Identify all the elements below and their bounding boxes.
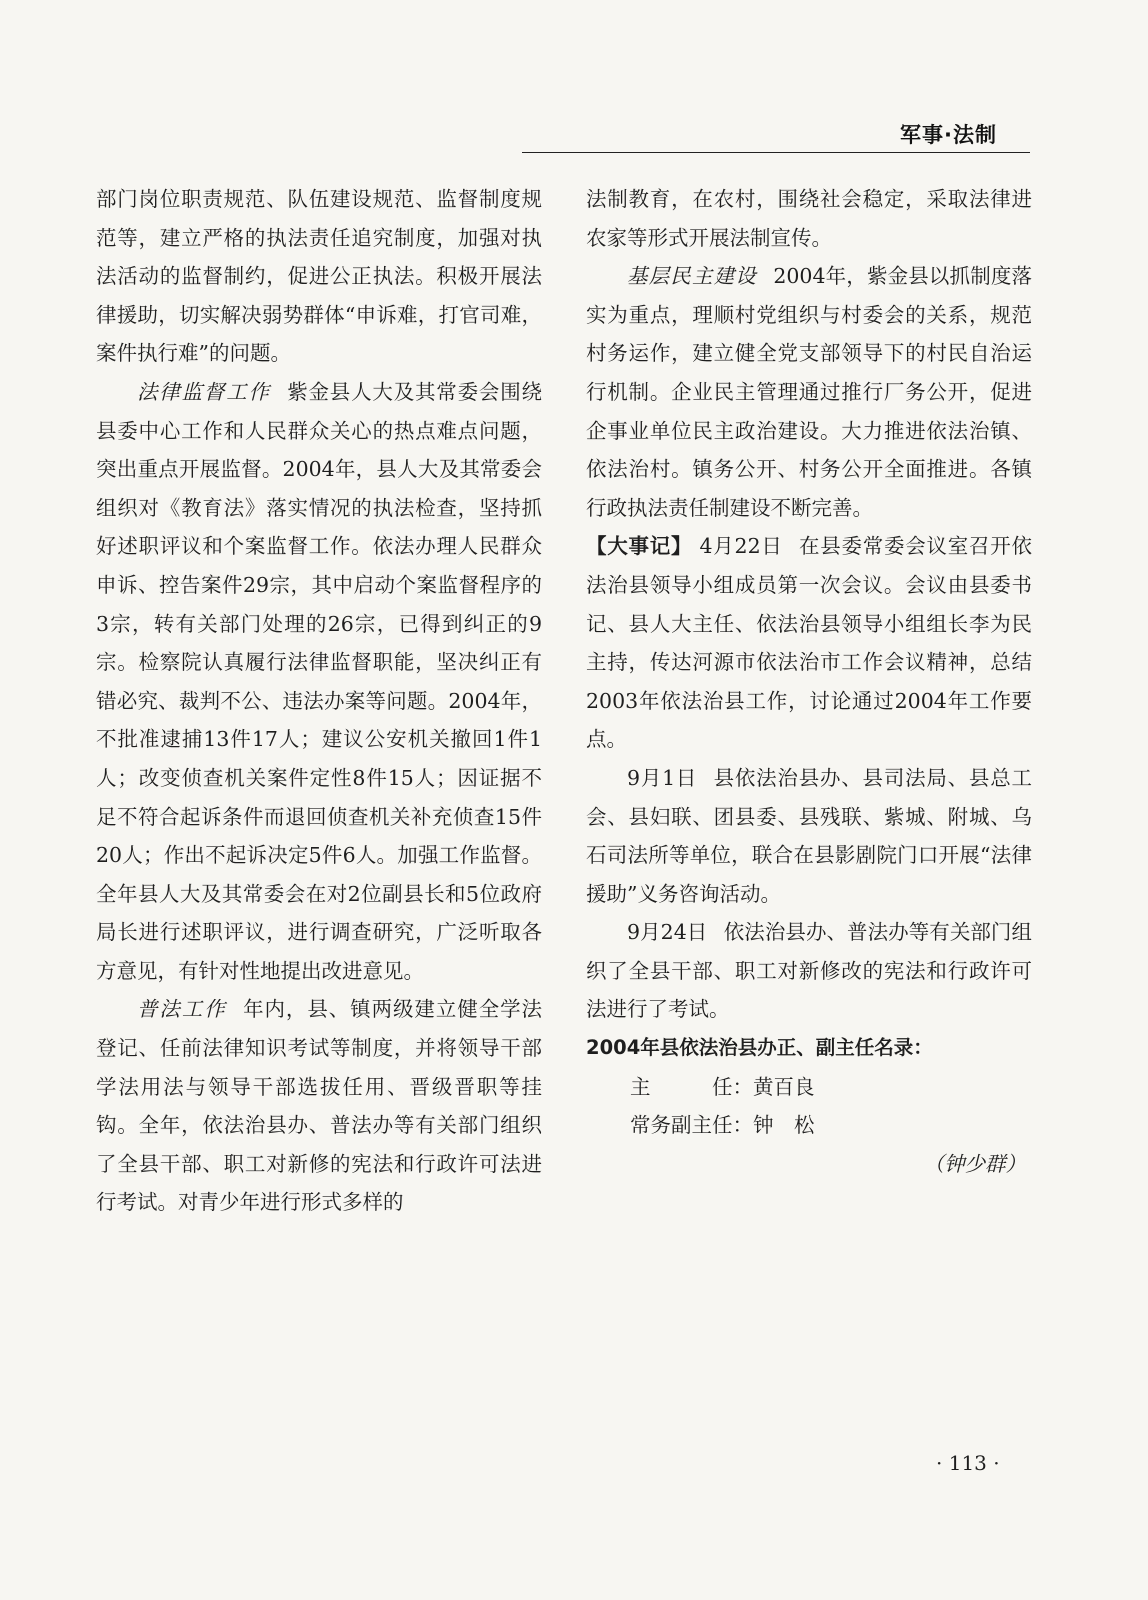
event-date: 4月22日: [699, 534, 783, 559]
paragraph-grassroots-democracy: [586, 257, 1032, 527]
paragraph-legal-supervision: [96, 373, 542, 991]
event-text: 依法治县办、普法办等有关部门组织了全县干部、职工对新修改的宪法和行政许可法进行了考试。: [586, 920, 1032, 1022]
events-label: 【大事记】: [586, 534, 693, 559]
paragraph-body: 紫金县人大及其常委会围绕县委中心工作和人民群众关心的热点难点问题，突出重点开展监督。2004年，县人大及其常委会组织对《教育法》落实情况的执法检查，坚持抓好述职评议和个案监督工作。依法办理人民群众申诉、控告案件29宗，其中启动个案监督程序的3宗，转有关部门处理的26宗，已得到纠正的9宗。检察院认真履行法律监督职能，坚决纠正有错必究、裁判不公、违法办案等问题。2004年，不批准逮捕13件17人；建议公安机关撤回1件1人；改变侦查机关案件定性8件15人；因证据不足不符合起诉条件而退回侦查机关补充侦查15件20人；作出不起诉决定5件6人。加强工作监督。全年县人大及其常委会在对2位副县长和5位政府局长进行述职评议，进行调查研究，广泛听取各方意见，有针对性地提出改进意见。: [96, 379, 543, 983]
event-date: 9月1日: [627, 765, 698, 790]
roster-line: 主 任：黄百良: [630, 1074, 815, 1099]
left-column: [96, 180, 542, 1222]
paragraph-continuation: 部门岗位职责规范、队伍建设规范、监督制度规范等，建立严格的执法责任追究制度，加强对执法活动的监督制约，促进公正执法。积极开展法律援助，切实解决弱势群体“申诉难，打官司难，案件执行难”的问题。: [96, 187, 542, 366]
section-title: 军事·法制: [900, 123, 997, 147]
run-in-heading: 普法工作: [137, 997, 227, 1022]
right-column: [586, 180, 1032, 1183]
event-date: 9月24日: [627, 920, 708, 945]
event-entry: [586, 759, 1032, 913]
page-number: · 113 ·: [936, 1451, 1000, 1475]
roster-title: 2004年县依法治县办正、副主任名录：: [586, 1036, 933, 1060]
header-rule: [522, 152, 1030, 153]
run-in-heading: 基层民主建设: [627, 264, 757, 289]
run-in-heading: 法律监督工作: [137, 379, 271, 404]
paragraph-continuation: 法制教育，在农村，围绕社会稳定，采取法律进农家等形式开展法制宣传。: [586, 187, 1032, 250]
roster-line: 常务副主任：钟 松: [630, 1113, 815, 1138]
event-entry: [586, 527, 1032, 759]
author-signature: （钟少群）: [923, 1151, 1026, 1176]
event-text: 在县委常委会议室召开依法治县领导小组成员第一次会议。会议由县委书记、县人大主任、依法治县领导小组组长李为民主持，传达河源市依法治市工作会议精神，总结2003年依法治县工作，讨论通过2004年工作要点。: [586, 534, 1032, 752]
paragraph-law-education: [96, 990, 542, 1222]
event-text: 县依法治县办、县司法局、县总工会、县妇联、团县委、县残联、紫城、附城、乌石司法所等单位，联合在县影剧院门口开展“法律援助”义务咨询活动。: [586, 765, 1032, 906]
paragraph-body: 2004年，紫金县以抓制度落实为重点，理顺村党组织与村委会的关系，规范村务运作，建立健全党支部领导下的村民自治运行机制。企业民主管理通过推行厂务公开，促进企事业单位民主政治建设。大力推进依法治镇、依法治村。镇务公开、村务公开全面推进。各镇行政执法责任制建设不断完善。: [586, 264, 1033, 520]
paragraph-body: 年内，县、镇两级建立健全学法登记、任前法律知识考试等制度，并将领导干部学法用法与领导干部选拔任用、晋级晋职等挂钩。全年，依法治县办、普法办等有关部门组织了全县干部、职工对新修的宪法和行政许可法进行考试。对青少年进行形式多样的: [96, 997, 543, 1215]
event-entry: [586, 913, 1032, 1029]
